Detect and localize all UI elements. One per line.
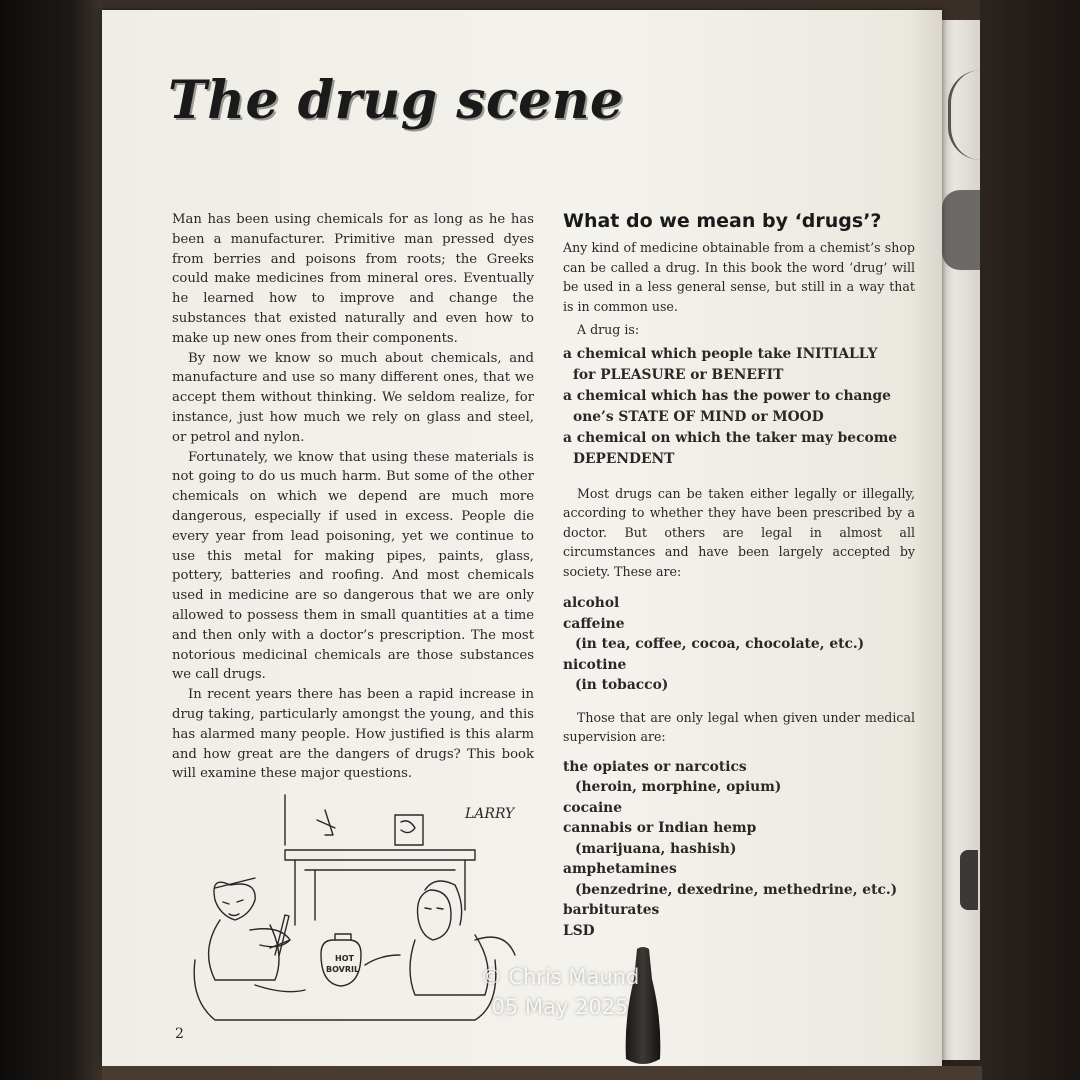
definition-list (563, 344, 915, 470)
paragraph: Man has been using chemicals for as long as he has been a manufacturer. Primitive man pressed dyes from berries and poisons from roots; the Greeks could make medicines from mineral ores. Eventually he learned how to improve and change the substances that existed naturally and even how to make up new ones from their components. (172, 212, 534, 346)
list-item: (in tobacco) (575, 677, 669, 693)
page-number: 2 (175, 1026, 184, 1042)
facing-page-edge (938, 20, 980, 1060)
list-item: nicotine (563, 656, 627, 673)
list-item: amphetamines (563, 861, 677, 877)
list-item: the opiates or narcotics (563, 758, 747, 775)
watermark-line: 05 May 2025 (491, 995, 629, 1019)
list-item: LSD (563, 922, 595, 939)
jar-label-hot: HOT (335, 954, 354, 963)
legal-paragraph: Most drugs can be taken either legally or illegally, according to whether they have been prescribed by a doctor. But others are legal in almost all circumstances and have been largely accepted by society. These are: (563, 485, 915, 579)
right-column (563, 210, 915, 941)
list-item: (benzedrine, dexedrine, methedrine, etc.) (575, 881, 898, 898)
cartoonist-signature: LARRY (465, 806, 515, 822)
jar-label-bovril: BOVRIL (326, 965, 360, 974)
list-item: (heroin, morphine, opium) (575, 779, 782, 795)
legal-drugs-list (563, 593, 915, 696)
medical-drugs-list (563, 757, 915, 942)
page-title: The drug scene (168, 70, 624, 131)
medical-paragraph: Those that are only legal when given under medical supervision are: (563, 709, 915, 744)
book-right-shadow (980, 0, 1080, 1080)
list-item: cannabis or Indian hemp (563, 820, 757, 836)
list-item: caffeine (563, 615, 625, 632)
section-heading: What do we mean by ‘drugs’? (563, 210, 882, 232)
list-item: alcohol (563, 595, 620, 611)
list-item: barbiturates (563, 902, 660, 918)
copyright-watermark (440, 962, 680, 1022)
a-drug-is-text: A drug is: (577, 322, 640, 337)
paragraph: In recent years there has been a rapid increase in drug taking, particularly amongst the young, and this has alarmed many people. How justified is this alarm and how great are the dangers of drugs? This book will examine these major questions. (172, 687, 534, 782)
paragraph: By now we know so much about chemicals, and manufacture and use so many different ones, that we accept them without thinking. We seldom realize, for instance, just how much we rely on glass and steel, or petrol and nylon. (172, 350, 534, 445)
definition-item: a chemical which people take INITIALLY for PLEASURE or BENEFIT (563, 345, 878, 383)
definition-item: a chemical on which the taker may become DEPENDENT (563, 429, 898, 467)
page-bottom-edge (102, 1066, 982, 1080)
definition-item: a chemical which has the power to change one’s STATE OF MIND or MOOD (563, 387, 891, 425)
left-column (172, 210, 534, 784)
book-left-shadow (0, 0, 102, 1080)
intro-paragraph: Any kind of medicine obtainable from a chemist’s shop can be called a drug. In this book the word ‘drug’ will be used in a less general sense, but still in a way that is in common use. (563, 240, 915, 314)
list-item: (marijuana, hashish) (575, 840, 737, 857)
list-item: (in tea, coffee, cocoa, chocolate, etc.) (575, 636, 865, 652)
list-item: cocaine (563, 799, 622, 816)
paragraph: Fortunately, we know that using these materials is not going to do us much harm. But some of the other chemicals on which we depend are much more dangerous, especially if used in excess. People die every year from lead poisoning, yet we continue to use this metal for making pipes, paints, glass, pottery, batteries and roofing. And most chemicals used in medicine are so dangerous that we are only allowed to possess them in small quantities at a time and then only with a doctor’s prescription. The most notorious medicinal chemicals are those substances we call drugs. (172, 449, 534, 683)
watermark-line: © Chris Maund (480, 965, 640, 989)
